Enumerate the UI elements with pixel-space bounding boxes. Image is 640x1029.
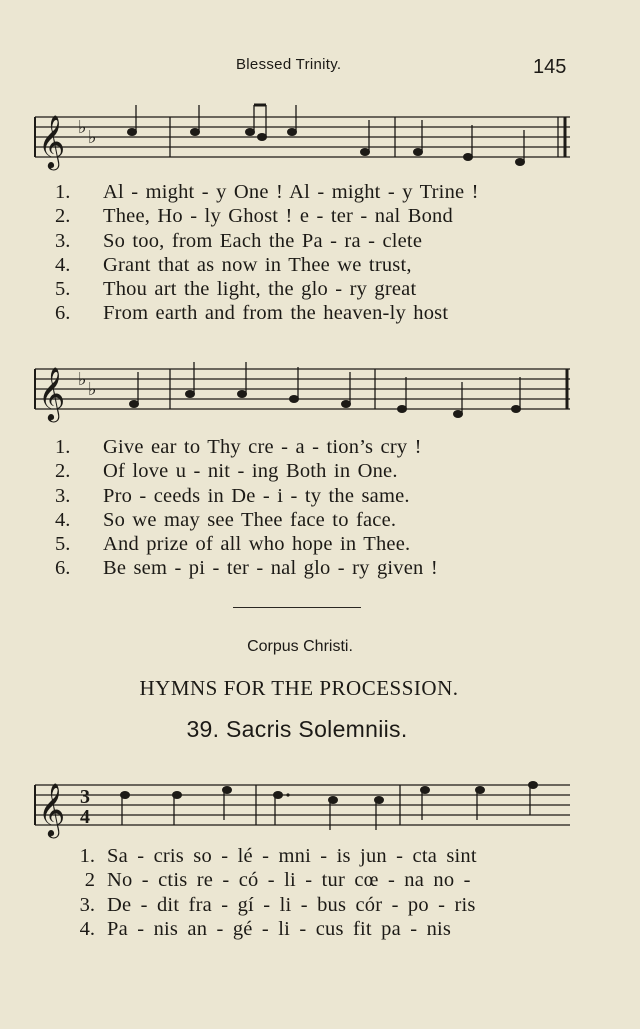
- page-number: 145: [533, 56, 567, 78]
- svg-text:♭: ♭: [78, 369, 87, 389]
- music-staff-2: [30, 352, 580, 432]
- verse-text: Sa - cris so - lé - mni - is jun - cta sint: [107, 845, 477, 867]
- svg-text:♭: ♭: [88, 127, 97, 147]
- verse-line: [55, 509, 575, 533]
- verse-text: Al - might - y One ! Al - might - y Trine !: [103, 181, 479, 203]
- verse-text: From earth and from the heaven-ly host: [103, 302, 449, 325]
- verse-line: [55, 278, 575, 302]
- verse-text: So we may see Thee face to face.: [103, 508, 397, 531]
- verse-line: [55, 254, 575, 278]
- verse-text: De - dit fra - gí - li - bus cór - po - ris: [107, 893, 476, 916]
- verse-number: 1.: [55, 181, 71, 203]
- verse-number: 2.: [55, 205, 71, 228]
- music-staff-1: [30, 100, 580, 180]
- verse-number: 6.: [55, 302, 71, 325]
- verse-line: [55, 557, 575, 581]
- verse-line: [55, 485, 575, 509]
- hymn-b-verses: [55, 845, 575, 942]
- svg-text:♭: ♭: [88, 379, 97, 399]
- verse-text: Thou art the light, the glo - ry great: [103, 278, 417, 301]
- verse-text: Pro - ceeds in De - i - ty the same.: [103, 484, 410, 507]
- verse-number: 4.: [79, 917, 95, 940]
- verse-text: No - ctis re - có - li - tur cœ - na no -: [107, 869, 471, 892]
- verse-text: Give ear to Thy cre - a - tion’s cry !: [103, 436, 422, 458]
- verse-number: 4.: [55, 508, 71, 531]
- verse-text: Pa - nis an - gé - li - cus fit pa - nis: [107, 917, 452, 940]
- verse-number: 2: [84, 869, 95, 892]
- svg-text:♭: ♭: [78, 117, 87, 137]
- verse-text: And prize of all who hope in Thee.: [103, 533, 411, 556]
- svg-text:3: 3: [80, 786, 90, 808]
- verse-text: Be sem - pi - ter - nal glo - ry given !: [103, 557, 438, 580]
- verse-text: So too, from Each the Pa - ra - clete: [103, 229, 423, 252]
- verse-text: Grant that as now in Thee we trust,: [103, 253, 412, 276]
- verse-line: [55, 845, 575, 869]
- verse-text: Thee, Ho - ly Ghost ! e - ter - nal Bond: [103, 205, 453, 228]
- verse-number: 3.: [79, 893, 95, 916]
- verse-line: [55, 894, 575, 918]
- hymn-title: 39. Sacris Solemniis.: [186, 716, 408, 742]
- section-title: Corpus Christi.: [247, 638, 353, 655]
- verse-number: 2.: [55, 460, 71, 483]
- hymn-a-verses-part1: [55, 181, 575, 327]
- verse-number: 4.: [55, 253, 71, 276]
- svg-text:𝄞: 𝄞: [38, 782, 66, 836]
- svg-text:𝄞: 𝄞: [38, 366, 66, 420]
- section-heading: HYMNS FOR THE PROCESSION.: [139, 676, 459, 700]
- music-staff-3: [30, 768, 580, 848]
- verse-line: [55, 302, 575, 326]
- hymn-a-verses-part2: [55, 436, 575, 582]
- verse-line: [55, 181, 575, 205]
- verse-number: 1.: [79, 845, 95, 867]
- verse-line: [55, 436, 575, 460]
- verse-line: [55, 918, 575, 942]
- verse-number: 5.: [55, 278, 71, 301]
- verse-line: [55, 230, 575, 254]
- section-divider: [233, 607, 361, 608]
- verse-number: 5.: [55, 533, 71, 556]
- verse-number: 3.: [55, 484, 71, 507]
- svg-text:𝄞: 𝄞: [38, 114, 66, 168]
- verse-line: [55, 533, 575, 557]
- verse-number: 3.: [55, 229, 71, 252]
- verse-number: 6.: [55, 557, 71, 580]
- verse-text: Of love u - nit - ing Both in One.: [103, 460, 398, 483]
- verse-line: [55, 460, 575, 484]
- verse-line: [55, 869, 575, 893]
- verse-number: 1.: [55, 436, 71, 458]
- running-head: Blessed Trinity.: [236, 56, 342, 73]
- svg-text:4: 4: [80, 806, 90, 828]
- verse-line: [55, 205, 575, 229]
